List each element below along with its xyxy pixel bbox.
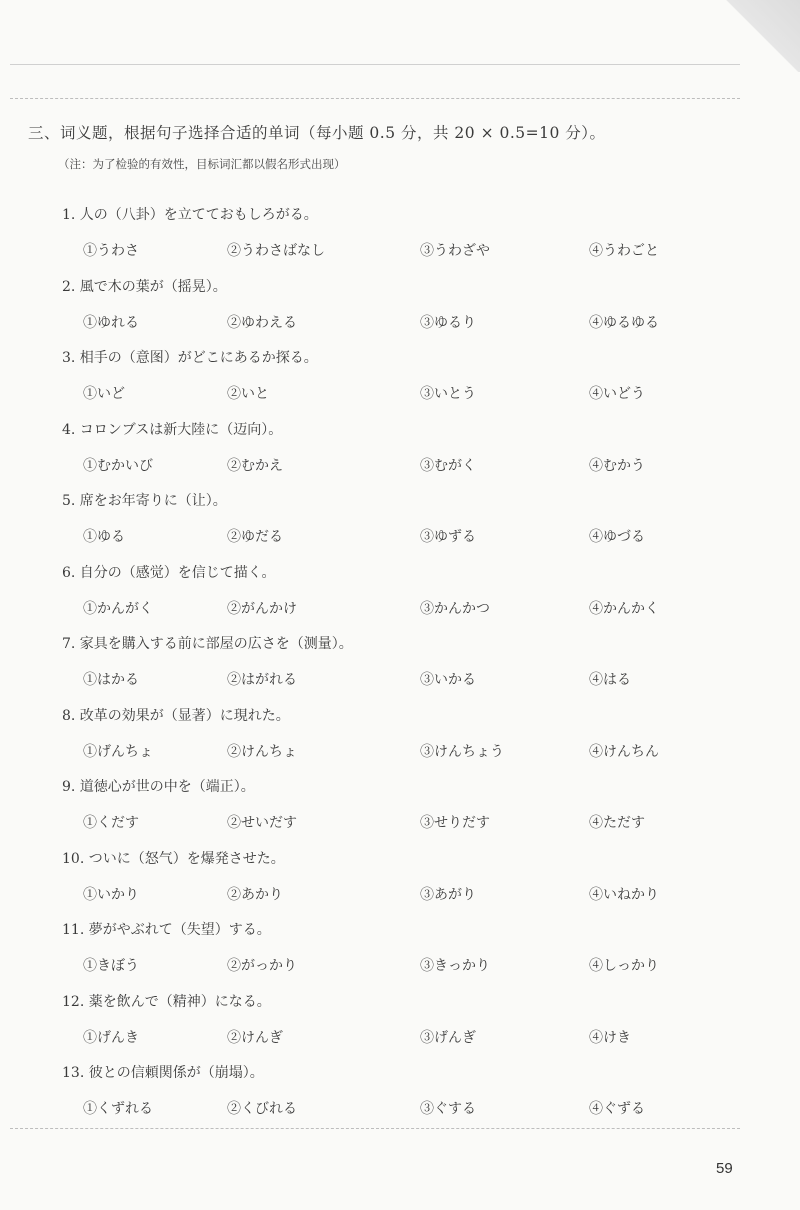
option-2: ②うわさばなし [227, 243, 325, 259]
option-1: ①ゆれる [83, 314, 139, 331]
question-text: 1. 人の（八卦）を立てておもしろがる。 [62, 207, 318, 223]
question-item [62, 348, 722, 404]
question-text: 6. 自分の（感觉）を信じて描く。 [62, 564, 276, 581]
option-3: ③あがり [420, 886, 476, 903]
option-4: ④ただす [589, 815, 645, 831]
option-2: ②むかえ [227, 457, 283, 474]
question-item [62, 992, 722, 1048]
question-item [62, 777, 722, 833]
option-row [62, 241, 722, 261]
option-3: ③いとう [420, 386, 476, 402]
question-text: 12. 薬を飲んで（精神）になる。 [62, 993, 271, 1010]
option-4: ④うわごと [589, 243, 659, 259]
option-2: ②あかり [227, 886, 283, 903]
option-1: ①かんがく [83, 600, 153, 617]
option-4: ④ぐずる [589, 1101, 645, 1117]
page-corner-fold [720, 0, 800, 72]
question-item [62, 205, 722, 261]
option-row [62, 956, 722, 976]
option-2: ②けんちょ [227, 743, 297, 760]
option-4: ④いねかり [589, 886, 659, 903]
option-3: ③せりだす [420, 815, 490, 831]
option-4: ④むかう [589, 457, 645, 474]
option-1: ①はかる [83, 672, 139, 688]
option-4: ④しっかり [589, 958, 659, 974]
question-text: 2. 風で木の葉が（摇晃）。 [62, 278, 227, 295]
question-item [62, 277, 722, 333]
option-1: ①ゆる [83, 529, 125, 545]
question-text: 13. 彼との信頼関係が（崩塌）。 [62, 1065, 264, 1081]
option-1: ①くずれる [83, 1101, 153, 1117]
option-1: ①うわさ [83, 243, 139, 259]
option-1: ①いかり [83, 886, 139, 903]
option-4: ④いどう [589, 386, 645, 402]
option-3: ③けんちょう [420, 743, 504, 760]
option-3: ③ぐする [420, 1101, 476, 1117]
option-3: ③ゆずる [420, 529, 476, 545]
question-text: 8. 改革の効果が（显著）に現れた。 [62, 707, 290, 724]
option-1: ①きぼう [83, 958, 139, 974]
section-title: 三、词义题，根据句子选择合适的单词（每小题 0.5 分，共 20 × 0.5=10 分）。 [28, 124, 606, 142]
question-text: 4. コロンブスは新大陸に（迈向）。 [62, 421, 283, 438]
option-3: ③むがく [420, 457, 476, 474]
option-3: ③きっかり [420, 958, 490, 974]
question-item [62, 706, 722, 762]
question-item [62, 849, 722, 905]
option-2: ②くびれる [227, 1101, 297, 1117]
option-row [62, 813, 722, 833]
option-row [62, 527, 722, 547]
question-item [62, 920, 722, 976]
option-1: ①げんき [83, 1029, 139, 1046]
option-3: ③ゆるり [420, 314, 476, 331]
option-1: ①くだす [83, 815, 139, 831]
question-item [62, 420, 722, 476]
page-number: 59 [716, 1160, 733, 1177]
option-3: ③かんかつ [420, 600, 490, 617]
option-1: ①げんちょ [83, 743, 153, 760]
option-2: ②はがれる [227, 672, 297, 688]
section-note: （注：为了检验的有效性，目标词汇都以假名形式出现） [58, 157, 346, 171]
option-4: ④けき [589, 1029, 631, 1046]
option-4: ④かんかく [589, 600, 659, 617]
question-text: 7. 家具を購入する前に部屋の広さを（测量）。 [62, 636, 353, 652]
option-2: ②ゆわえる [227, 314, 297, 331]
option-row [62, 599, 722, 619]
question-item [62, 491, 722, 547]
option-3: ③いかる [420, 672, 476, 688]
option-2: ②がんかけ [227, 600, 297, 617]
question-item [62, 1063, 722, 1119]
option-row [62, 670, 722, 690]
question-item [62, 563, 722, 619]
option-row [62, 456, 722, 476]
question-text: 10. ついに（怒气）を爆発させた。 [62, 850, 285, 867]
question-text: 3. 相手の（意图）がどこにあるか探る。 [62, 350, 318, 366]
option-row [62, 742, 722, 762]
header-rule [10, 64, 740, 65]
option-row [62, 1028, 722, 1048]
option-2: ②がっかり [227, 958, 297, 974]
option-row [62, 384, 722, 404]
option-1: ①いど [83, 386, 125, 402]
question-text: 11. 夢がやぶれて（失望）する。 [62, 922, 271, 938]
option-2: ②せいだす [227, 815, 297, 831]
option-1: ①むかいび [83, 457, 153, 474]
option-4: ④はる [589, 672, 631, 688]
option-4: ④ゆるゆる [589, 314, 659, 331]
option-3: ③うわざや [420, 243, 490, 259]
option-row [62, 885, 722, 905]
option-2: ②いと [227, 386, 269, 402]
question-text: 5. 席をお年寄りに（让）。 [62, 493, 227, 509]
option-2: ②ゆだる [227, 529, 283, 545]
top-dashed-divider [10, 98, 740, 99]
option-4: ④けんちん [589, 743, 659, 760]
option-row [62, 313, 722, 333]
option-3: ③げんぎ [420, 1029, 476, 1046]
question-item [62, 634, 722, 690]
bottom-dashed-divider [10, 1128, 740, 1129]
option-2: ②けんぎ [227, 1029, 283, 1046]
option-row [62, 1099, 722, 1119]
option-4: ④ゆづる [589, 529, 645, 545]
question-text: 9. 道徳心が世の中を（端正）。 [62, 779, 255, 795]
